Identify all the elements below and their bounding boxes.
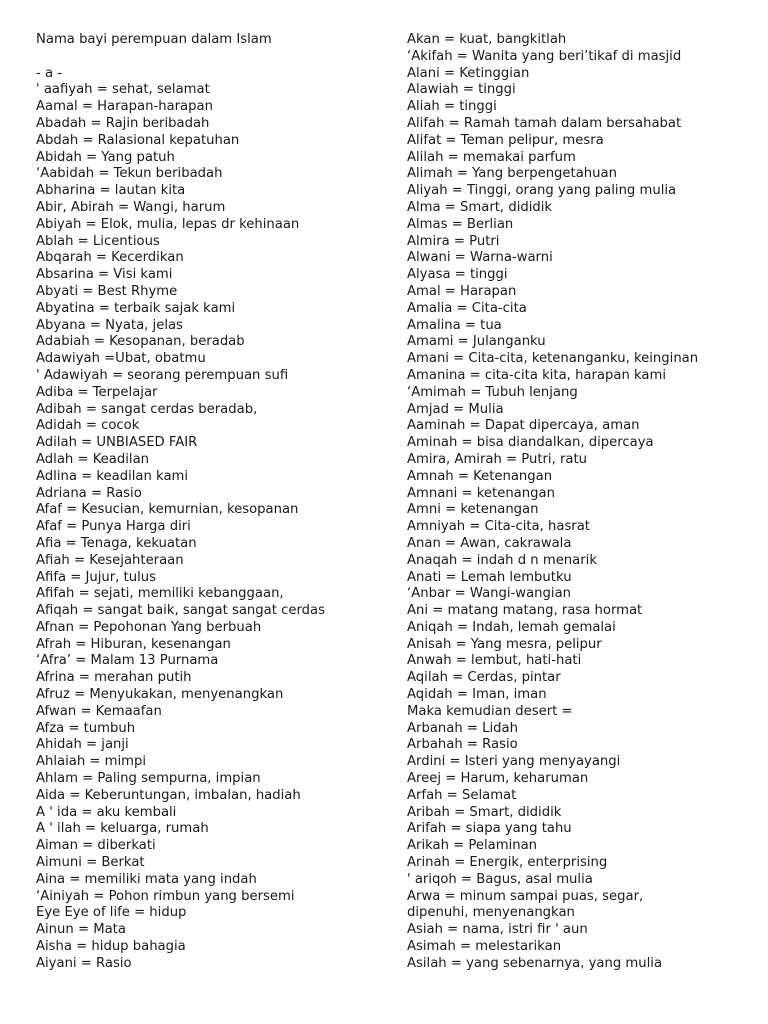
right-column-entry: Asimah = melestarikan [407,939,562,955]
right-column-entry: Amjad = Mulia [407,401,504,417]
left-column-entry: Aiyani = Rasio [36,955,132,971]
right-column-entry: Aminah = bisa diandalkan, dipercaya [407,435,654,451]
right-column-entry: Amalina = tua [407,317,502,333]
right-column-entry: Arbanah = Lidah [407,720,518,736]
right-column-entry: Amira, Amirah = Putri, ratu [407,451,587,467]
blank-line [36,49,376,66]
right-column-entry: Asilah = yang sebenarnya, yang mulia [407,955,663,971]
right-column-entry: Alwani = Warna-warni [407,250,553,266]
right-column-entry: Akan = kuat, bangkitlah [407,32,567,47]
left-column-entry: Abqarah = Kecerdikan [36,250,184,266]
left-column-entry: Ablah = Licentious [36,233,160,249]
left-column-entry: Abyana = Nyata, jelas [36,317,183,333]
right-column-entry: Aqidah = Iman, iman [407,687,547,703]
right-column-entry: Alimah = Yang berpengetahuan [407,166,617,182]
left-column-entry: Adabiah = Kesopanan, beradab [36,334,245,350]
left-column-entry: Afnan = Pepohonan Yang berbuah [36,619,262,635]
right-column-entry: Almira = Putri [407,233,500,249]
right-column-entry: Amal = Harapan [407,283,517,299]
left-column-entry: Abidah = Yang patuh [36,149,175,165]
left-column [36,32,376,973]
left-column-entry: Afaf = Punya Harga diri [36,519,191,535]
left-column-entry: Adiba = Terpelajar [36,384,158,400]
right-column-entry: Anaqah = indah d n menarik [407,552,597,568]
right-column-entry: Amami = Julanganku [407,334,546,350]
right-column-entry: Amnah = Ketenangan [407,468,553,484]
right-column-entry: Arinah = Energik, enterprising [407,855,608,871]
right-column-entry: Ardini = Isteri yang menyayangi [407,754,621,770]
left-column-entry: Ahlam = Paling sempurna, impian [36,771,261,787]
left-column-entry: Afia = Tenaga, kekuatan [36,535,197,551]
right-column-entry: Areej = Harum, keharuman [407,771,589,787]
left-column-entry: ‘Ainiyah = Pohon rimbun yang bersemi [36,888,295,904]
left-column-entry: Afrah = Hiburan, kesenangan [36,636,231,652]
right-column-entry: Amanina = cita-cita kita, harapan kami [407,367,667,383]
left-column-entry: Afifa = Jujur, tulus [36,569,156,585]
right-column-entry: Arifah = siapa yang tahu [407,821,572,837]
right-column-entry: ‘Anbar = Wangi-wangian [407,586,572,602]
left-column-entry: Adriana = Rasio [36,485,142,501]
right-column-entry: Alilah = memakai parfum [407,149,576,165]
right-column-entry: ‘Akifah = Wanita yang beri’tikaf di masjid [407,48,682,64]
left-column-entry: Afiqah = sangat baik, sangat sangat cerdas [36,603,325,619]
right-column-entry: Alyasa = tinggi [407,267,508,283]
right-column-entry: Alani = Ketinggian [407,65,530,81]
left-column-entry: Afwan = Kemaafan [36,703,162,719]
right-column-entry: Asiah = nama, istri fir ' aun [407,922,588,938]
left-column-entry: Afiah = Kesejahteraan [36,552,184,568]
right-column-entry: Arwa = minum sampai puas, segar, [407,888,644,904]
right-column-entry: Anati = Lemah lembutku [407,569,572,585]
left-column-entry: Afifah = sejati, memiliki kebanggaan, [36,586,284,602]
left-column-entry: Absarina = Visi kami [36,267,173,283]
right-column-entry: Aliyah = Tinggi, orang yang paling mulia [407,183,677,199]
left-column-entry: Abiyah = Elok, mulia, lepas dr kehinaan [36,216,300,232]
right-column-entry: Alma = Smart, dididik [407,199,553,215]
left-column-entry: Abir, Abirah = Wangi, harum [36,199,226,215]
right-column-entry: ‘Amimah = Tubuh lenjang [407,384,578,400]
left-column-entry: Adlah = Keadilan [36,451,150,467]
left-column-entry: Afza = tumbuh [36,720,136,736]
right-column-entry: ' ariqoh = Bagus, asal mulia [407,871,593,887]
left-column-entry: Adilah = UNBIASED FAIR [36,435,198,451]
left-column-entry: ‘Afra’ = Malam 13 Purnama [36,653,219,669]
right-column-entry: Anwah = lembut, hati-hati [407,653,582,669]
right-column-entry: Arikah = Pelaminan [407,838,538,854]
right-column-entry: Amalia = Cita-cita [407,300,527,316]
right-column-entry: Aliah = tinggi [407,99,497,115]
right-column-entry: Amani = Cita-cita, ketenanganku, keinginan [407,351,699,367]
right-column-entry: Aniqah = Indah, lemah gemalai [407,619,616,635]
left-column-entry: Abyati = Best Rhyme [36,283,178,299]
left-column-entry: Ahlaiah = mimpi [36,754,147,770]
right-column-entry: Anan = Awan, cakrawala [407,535,572,551]
left-column-entry: ‘Aabidah = Tekun beribadah [36,166,223,182]
right-column [407,32,757,973]
right-column-entry: Amnani = ketenangan [407,485,555,501]
left-column-entry: Aida = Keberuntungan, imbalan, hadiah [36,787,301,803]
left-column-entry: ' Adawiyah = seorang perempuan sufi [36,367,289,383]
right-column-entry: Arbahah = Rasio [407,737,518,753]
left-column-entry: Ainun = Mata [36,922,126,938]
left-column-entry: Afaf = Kesucian, kemurnian, kesopanan [36,502,299,518]
right-column-entry: Arfah = Selamat [407,787,517,803]
left-column-entry: Aiman = diberkati [36,838,156,854]
left-column-entry: A ' ilah = keluarga, rumah [36,821,209,837]
document-title: Nama bayi perempuan dalam Islam [36,32,272,47]
left-column-entry: Ahidah = janji [36,737,129,753]
right-column-entry: Almas = Berlian [407,216,514,232]
left-column-entry: Aamal = Harapan-harapan [36,99,213,115]
left-column-entry: Afrina = merahan putih [36,670,192,686]
left-column-entry: Adibah = sangat cerdas beradab, [36,401,258,417]
left-column-entry: Eye Eye of life = hidup [36,905,187,921]
right-column-entry: Alifah = Ramah tamah dalam bersahabat [407,115,682,131]
left-column-entry: Aimuni = Berkat [36,855,145,871]
right-column-entry: Alawiah = tinggi [407,82,516,98]
right-column-entry: Alifat = Teman pelipur, mesra [407,132,604,148]
right-column-entry: Amni = ketenangan [407,502,539,518]
left-column-entry: Abyatina = terbaik sajak kami [36,300,236,316]
right-column-entry: Amniyah = Cita-cita, hasrat [407,519,590,535]
left-column-entry: Afruz = Menyukakan, menyenangkan [36,687,284,703]
left-column-entry: Aina = memiliki mata yang indah [36,871,257,887]
left-column-entry: Adawiyah =Ubat, obatmu [36,351,206,367]
right-column-entry: Aribah = Smart, dididik [407,804,562,820]
right-column-entry: Ani = matang matang, rasa hormat [407,603,643,619]
right-column-entry: Aaminah = Dapat dipercaya, aman [407,418,640,434]
left-column-entry: Abharina = lautan kita [36,183,186,199]
right-column-entry: Aqilah = Cerdas, pintar [407,670,561,686]
left-column-entry: Adidah = cocok [36,418,140,434]
section-heading: - a - [36,65,62,81]
left-column-entry: Adlina = keadilan kami [36,468,189,484]
left-column-entry: A ' ida = aku kembali [36,804,177,820]
left-column-entry: ' aafiyah = sehat, selamat [36,82,210,98]
right-column-entry: Anisah = Yang mesra, pelipur [407,636,602,652]
left-column-entry: Abdah = Ralasional kepatuhan [36,132,240,148]
right-column-entry: Maka kemudian desert = [407,703,573,719]
left-column-entry: Abadah = Rajin beribadah [36,115,210,131]
left-column-entry: Aisha = hidup bahagia [36,939,186,955]
right-column-entry: dipenuhi, menyenangkan [407,905,575,921]
